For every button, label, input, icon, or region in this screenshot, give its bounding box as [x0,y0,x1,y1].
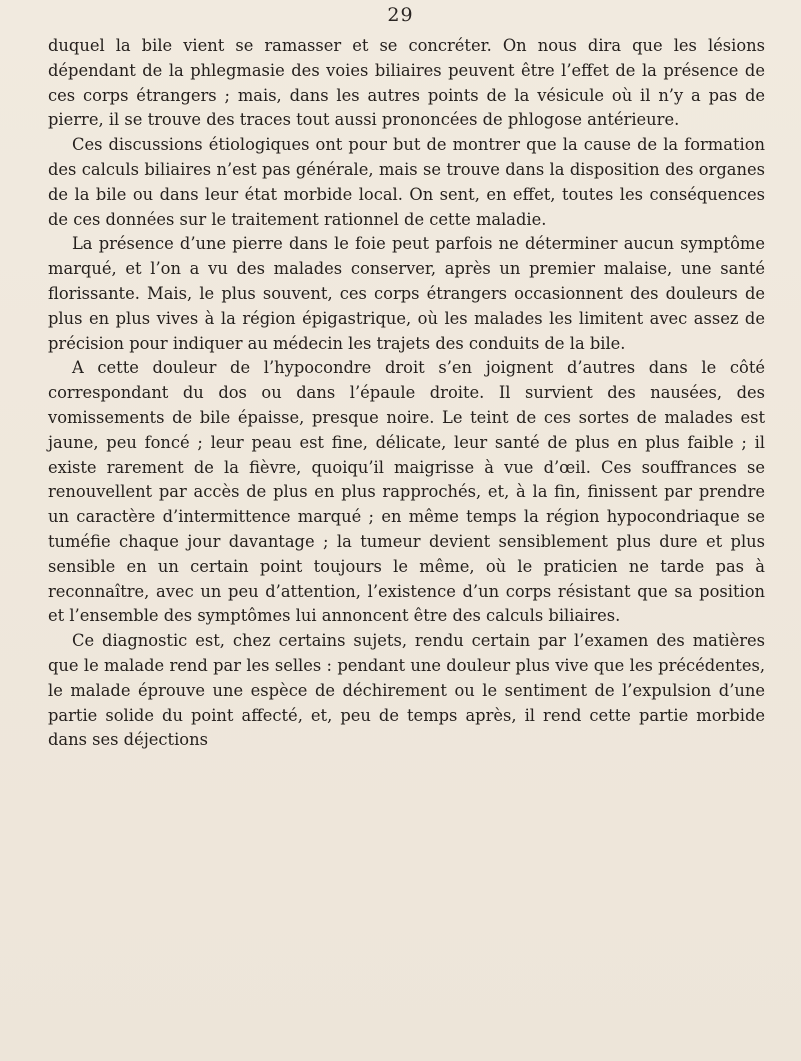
paragraph-etiology: Ces discussions étiologiques ont pour but de montrer que la cause de la formation des calculs biliaires n’est pas générale, mais se trouve dans la disposition des organes de la bile ou dans leur état morbide local. On sent, en effet, toutes les conséquences de ces données sur le traitement rationnel de cette maladie. [48,135,765,229]
page-number: 29 [387,4,414,26]
paragraph-pain: A cette douleur de l’hypocondre droit s’en joignent d’autres dans le côté correspondant du dos ou dans l’épaule droite. Il survient des nausées, des vomissements de bile épaisse, presque noire. Le teint de ces sortes de malades est jaune, peu foncé ; leur peau est fine, délicate, leur santé de plus en plus faible ; il existe rarement de la fièvre, quoiqu’il maigrisse à vue d’œil. Ces souffrances se renouvellent par accès de plus en plus rapprochés, et, à la fin, finissent par prendre un caractère d’intermittence marqué ; en même temps la région hypocondriaque se tuméfie chaque jour davantage ; la tumeur devient sensiblement plus dure et plus sensible en un certain point toujours le même, où le praticien ne tarde pas à reconnaître, avec un peu d’attention, l’existence d’un corps résistant que sa position et l’ensemble des symptômes lui annoncent être des calculs biliaires. [48,358,765,626]
paragraph-symptoms: La présence d’une pierre dans le foie peut parfois ne déterminer aucun symptôme marqué, et l’on a vu des malades conserver, après un premier malaise, une santé florissante. Mais, le plus souvent, ces corps étrangers occasionnent des douleurs de plus en plus vives à la région épigastrique, où les malades les limitent avec assez de précision pour indiquer au médecin les trajets des conduits de la bile. [48,234,765,353]
paragraph-continued: duquel la bile vient se ramasser et se concréter. On nous dira que les lésions dépendant de la phlegmasie des voies biliaires peuvent être l’effet de la présence de ces corps étrangers ; mais, dans les autres points de la vésicule où il n’y a pas de pierre, il se trouve des traces tout aussi prononcées de phlogose antérieure. [48,36,765,130]
paragraph-diagnosis: Ce diagnostic est, chez certains sujets, rendu certain par l’examen des matières que le malade rend par les selles : pendant une douleur plus vive que les précédentes, le malade éprouve une espèce de déchirement ou le sentiment de l’expulsion d’une partie solide du point affecté, et, peu de temps après, il rend cette partie morbide dans ses déjections [48,631,765,750]
body-text [48,34,765,753]
